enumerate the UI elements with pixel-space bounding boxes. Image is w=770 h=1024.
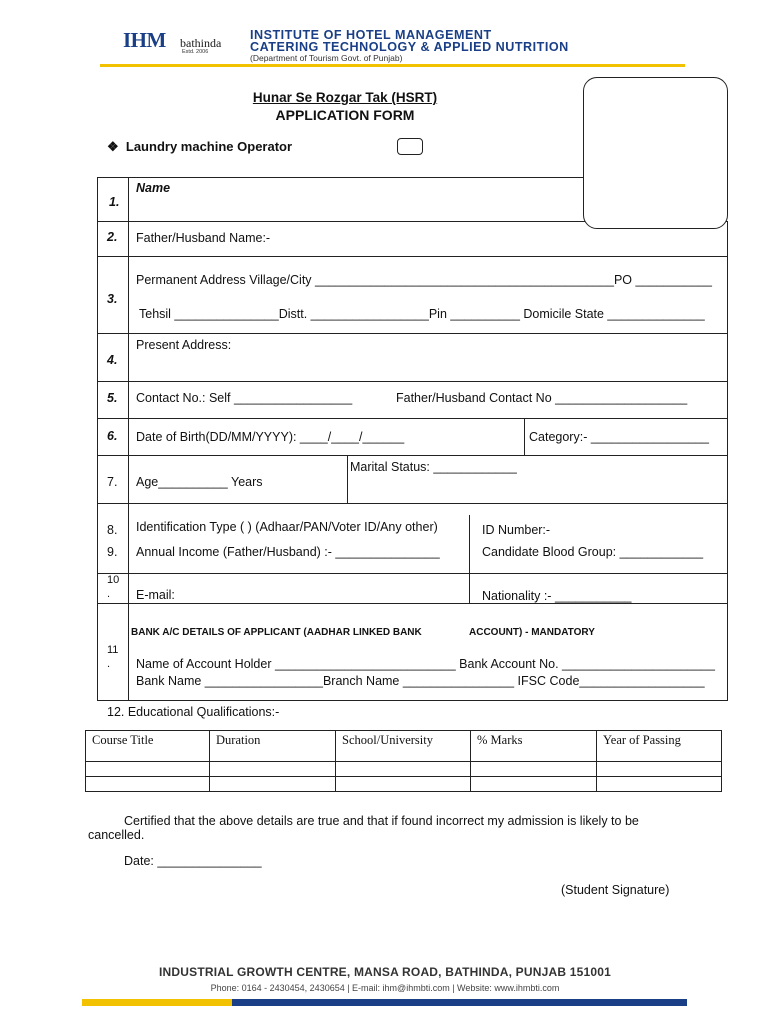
ihm-logo-sub: Estd. 2006 <box>182 49 209 55</box>
father-husband-name-label: Father/Husband Name:- <box>136 231 271 245</box>
date-label: Date: _______________ <box>124 854 262 868</box>
table-cell[interactable] <box>336 777 471 792</box>
marital-status-label: Marital Status: ____________ <box>350 460 517 474</box>
table-cell[interactable] <box>86 777 210 792</box>
student-signature-label: (Student Signature) <box>561 883 670 897</box>
category-label: Category:- _________________ <box>529 430 710 444</box>
declaration-text: Certified that the above details are true and that if found incorrect my admission is likely to be <box>124 814 639 828</box>
form-subtitle: APPLICATION FORM <box>275 107 415 123</box>
account-holder-label: Name of Account Holder __________________________ Bank Account No. ______________________ <box>136 657 715 671</box>
permanent-address-label: Permanent Address Village/City ___________________________________________PO ___________ <box>136 273 712 287</box>
institute-department: (Department of Tourism Govt. of Punjab) <box>250 53 403 63</box>
id-number-label: ID Number:- <box>482 523 551 537</box>
contact-self-label: Contact No.: Self _________________ <box>136 391 353 405</box>
declaration-text-cont: cancelled. <box>88 828 145 842</box>
father-contact-label: Father/Husband Contact No ___________________ <box>396 391 688 405</box>
age-label: Age__________ Years <box>136 475 263 489</box>
row-2-number: 2. <box>107 230 118 244</box>
row-1-number: 1. <box>109 195 120 209</box>
table-cell[interactable] <box>210 762 336 777</box>
present-address-label: Present Address: <box>136 338 232 352</box>
institute-name-line1: INSTITUTE OF HOTEL MANAGEMENT <box>250 28 492 42</box>
diamond-bullet-icon: ❖ <box>107 139 119 154</box>
row-5-number: 5. <box>107 391 118 405</box>
bank-details-mandatory: ACCOUNT) - MANDATORY <box>469 627 595 638</box>
course-label <box>107 139 292 155</box>
footer-contact: Phone: 0164 - 2430454, 2430654 | E-mail: ihm@ihmbti.com | Website: www.ihmbti.com <box>210 983 560 993</box>
table-row[interactable] <box>86 762 722 777</box>
col-course-title: Course Title <box>86 731 210 762</box>
row-10-number-dot: . <box>107 588 111 600</box>
blood-group-label: Candidate Blood Group: ____________ <box>482 545 704 559</box>
institute-name-line2: CATERING TECHNOLOGY & APPLIED NUTRITION <box>250 40 569 54</box>
col-year-of-passing: Year of Passing <box>597 731 722 762</box>
row-8-number: 8. <box>107 523 118 537</box>
nationality-label: Nationality :- ___________ <box>482 589 632 603</box>
annual-income-label: Annual Income (Father/Husband) :- _______________ <box>136 545 440 559</box>
identification-type-label: Identification Type ( ) (Adhaar/PAN/Voter ID/Any other) <box>136 520 438 534</box>
table-row[interactable] <box>86 777 722 792</box>
row-4-number: 4. <box>107 353 118 367</box>
table-cell[interactable] <box>471 777 597 792</box>
row-3-number: 3. <box>107 292 118 306</box>
table-header-row <box>86 731 722 762</box>
table-cell[interactable] <box>210 777 336 792</box>
ihm-logo-city: bathinda <box>180 36 222 50</box>
col-school-university: School/University <box>336 731 471 762</box>
email-label: E-mail: <box>136 588 175 602</box>
table-cell[interactable] <box>471 762 597 777</box>
row-11-number-dot: . <box>107 658 111 670</box>
footer-address: INDUSTRIAL GROWTH CENTRE, MANSA ROAD, BATHINDA, PUNJAB 151001 <box>158 965 612 979</box>
ihm-logo: IHM <box>123 28 166 52</box>
table-cell[interactable] <box>597 762 722 777</box>
row-11-number: 11 <box>107 644 119 656</box>
col-marks: % Marks <box>471 731 597 762</box>
course-checkbox[interactable] <box>397 138 423 155</box>
form-title: Hunar Se Rozgar Tak (HSRT) <box>252 90 438 105</box>
row-6-number: 6. <box>107 429 118 443</box>
row-7-number: 7. <box>107 475 118 489</box>
footer-bar-accent <box>82 999 232 1006</box>
table-cell[interactable] <box>86 762 210 777</box>
photo-box[interactable] <box>583 77 728 229</box>
date-of-birth-label: Date of Birth(DD/MM/YYYY): ____/____/______ <box>136 430 405 444</box>
table-cell[interactable] <box>597 777 722 792</box>
table-cell[interactable] <box>336 762 471 777</box>
tehsil-district-pin-label: Tehsil _______________Distt. _________________Pin __________ Domicile State ______________ <box>139 307 705 321</box>
education-table <box>85 730 722 792</box>
header-divider <box>100 64 685 67</box>
bank-branch-ifsc-label: Bank Name _________________Branch Name ________________ IFSC Code__________________ <box>136 674 705 688</box>
course-name: Laundry machine Operator <box>125 139 293 154</box>
name-label: Name <box>136 181 171 195</box>
col-duration: Duration <box>210 731 336 762</box>
row-9-number: 9. <box>107 545 118 559</box>
education-heading: 12. Educational Qualifications:- <box>107 705 280 719</box>
row-10-number: 10 <box>107 574 120 586</box>
bank-details-heading: BANK A/C DETAILS OF APPLICANT (AADHAR LINKED BANK <box>131 627 422 638</box>
